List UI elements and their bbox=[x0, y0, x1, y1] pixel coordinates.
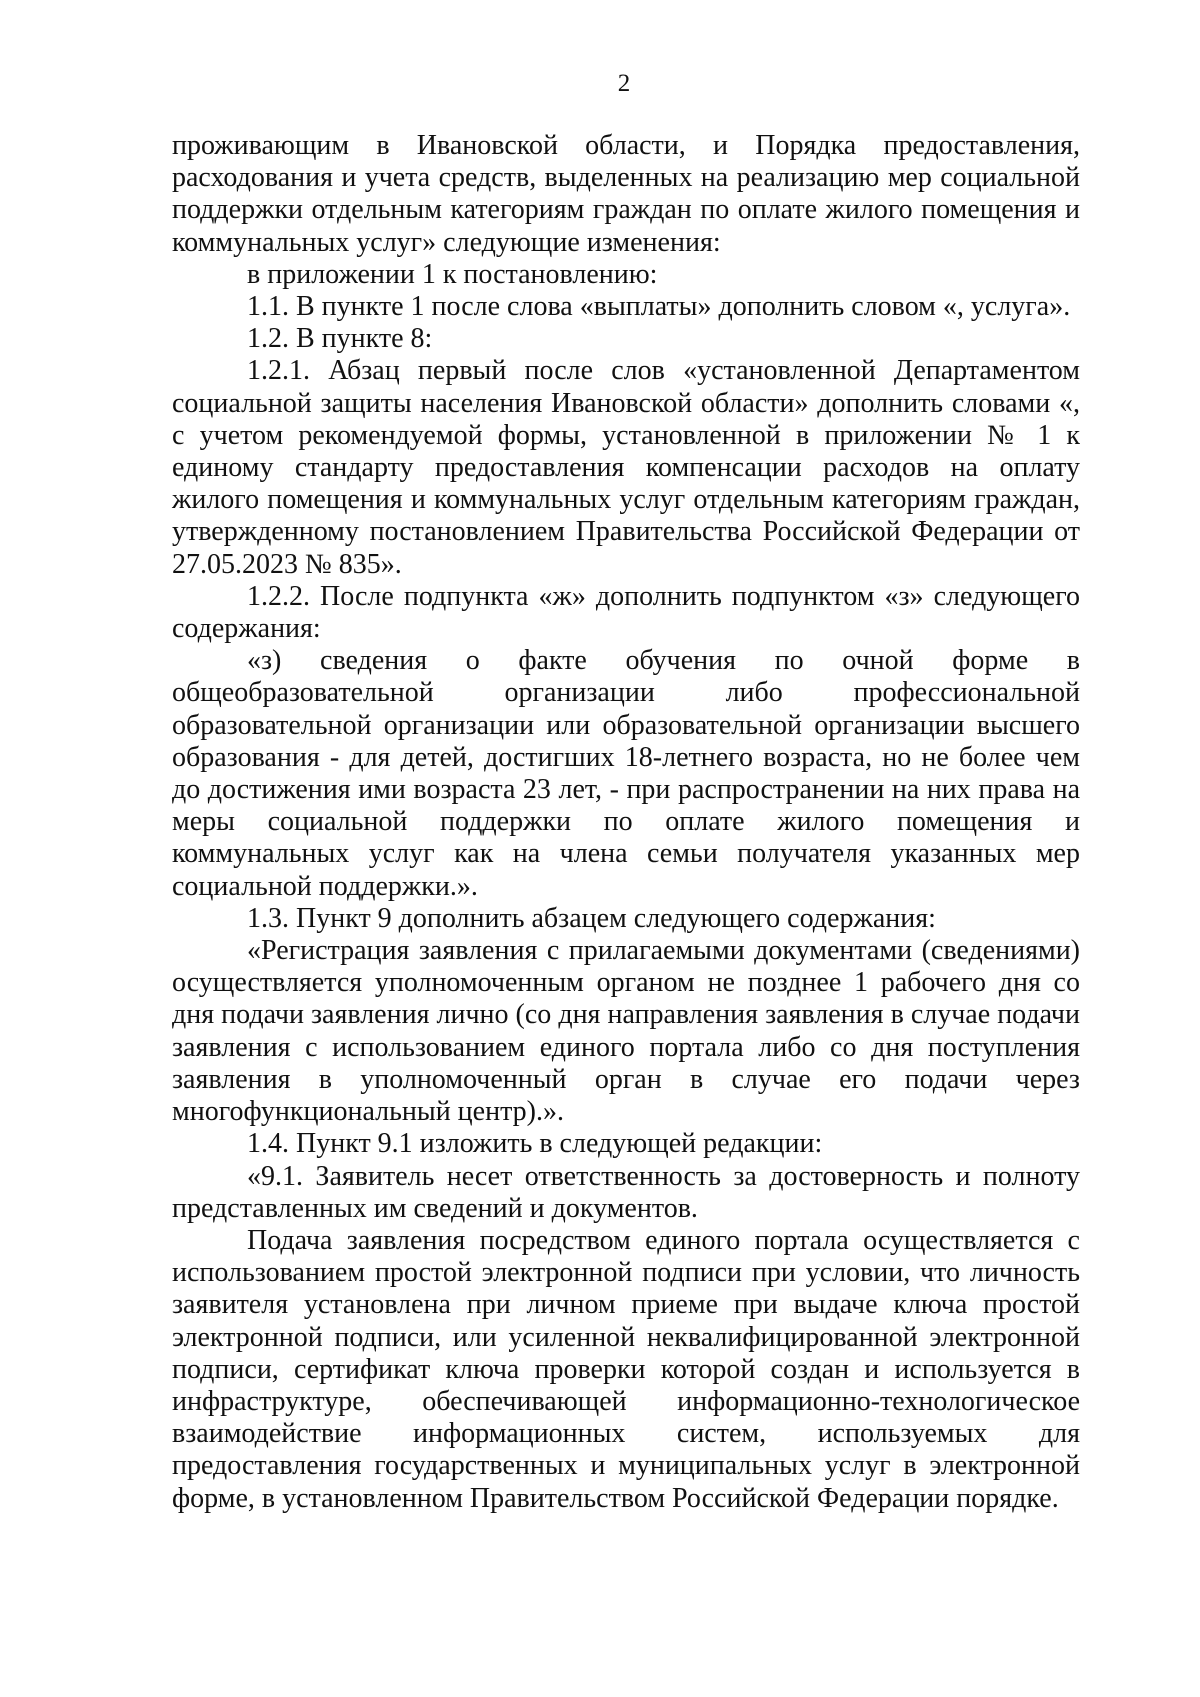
paragraph: 1.1. В пункте 1 после слова «выплаты» дополнить словом «, услуга». bbox=[247, 291, 1071, 323]
paragraph: 1.2.2. После подпункта «ж» дополнить подпунктом «з» следующего содержания: bbox=[172, 580, 1080, 645]
paragraph: 1.4. Пункт 9.1 изложить в следующей редакции: bbox=[247, 1128, 823, 1160]
paragraph: 1.2. В пункте 8: bbox=[247, 323, 433, 355]
paragraph: «9.1. Заявитель несет ответственность за достоверность и полноту представленных им сведений и документов. bbox=[172, 1160, 1080, 1224]
paragraph: Подача заявления посредством единого портала осуществляется с использованием простой электронной подписи при условии, что личность заявителя установлена при личном приеме при выдаче ключа простой электронной подписи, или усиленной неквалифицированной электронной подписи, сертификат ключа проверки которой создан и используется в инфраструктуре, обеспечивающей информационно-технологическое взаимодействие информационных систем, используемых для предоставления государственных и муниципальных услуг в электронной форме, в установленном Правительством Российской Федерации порядке. bbox=[172, 1224, 1080, 1514]
paragraph: «Регистрация заявления с прилагаемыми документами (сведениями) осуществляется уполномоченным органом не позднее 1 рабочего дня со дня подачи заявления лично (со дня направления заявления в случае подачи заявления с использованием единого портала либо со дня поступления заявления в уполномоченный орган в случае его подачи через многофункциональный центр).». bbox=[172, 935, 1080, 1128]
paragraph: «з) сведения о факте обучения по очной форме в общеобразовательной организации либо профессиональной образовательной организации или образовательной организации высшего образования - для детей, достигших 18-летнего возраста, но не более чем до достижения ими возраста 23 лет, - при распространении на них права на меры социальной поддержки по оплате жилого помещения и коммунальных услуг как на члена семьи получателя указанных мер социальной поддержки.». bbox=[172, 645, 1080, 902]
paragraph: 1.3. Пункт 9 дополнить абзацем следующего содержания: bbox=[247, 902, 936, 934]
paragraph: проживающим в Ивановской области, и Порядка предоставления, расходования и учета средств, выделенных на реализацию мер социальной поддержки отдельным категориям граждан по оплате жилого помещения и коммунальных услуг» следующие изменения: bbox=[172, 130, 1080, 258]
paragraph: 1.2.1. Абзац первый после слов «установленной Департаментом социальной защиты населения Ивановской области» дополнить словами «, с учетом рекомендуемой формы, установленной в приложении № 1 к единому стандарту предоставления компенсации расходов на оплату жилого помещения и коммунальных услуг отдельным категориям граждан, утвержденному постановлением Правительства Российской Федерации от 27.05.2023 № 835». bbox=[172, 355, 1080, 580]
document-body bbox=[172, 130, 1080, 1515]
paragraph: в приложении 1 к постановлению: bbox=[247, 258, 658, 290]
page-number: 2 bbox=[617, 70, 631, 97]
